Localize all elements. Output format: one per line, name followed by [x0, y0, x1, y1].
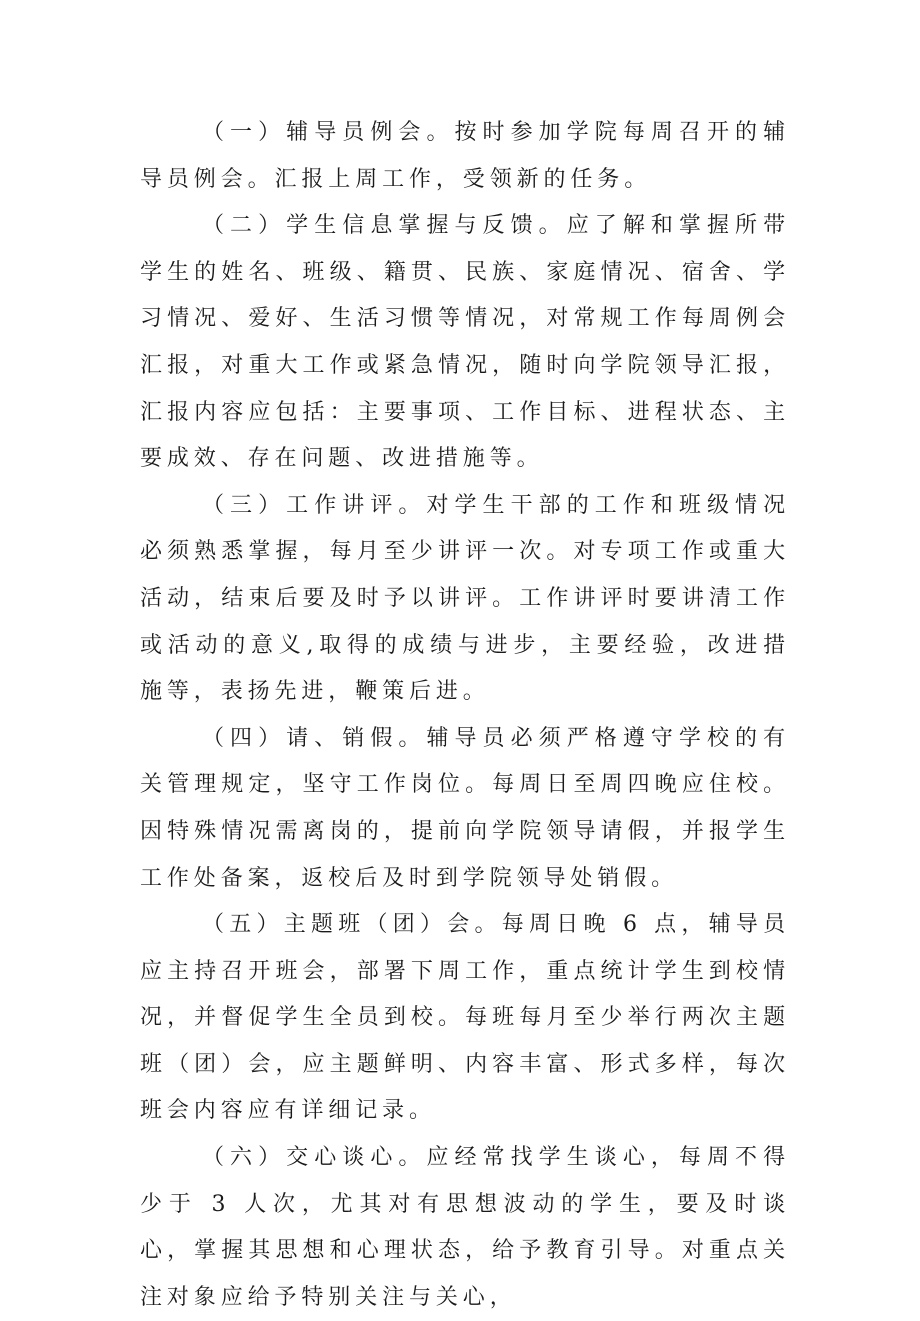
paragraph-leave-request: （四）请、销假。辅导员必须严格遵守学校的有关管理规定，坚守工作岗位。每周日至周四晚应住校。因特殊情况需离岗的，提前向学院领导请假，并报学生工作处备案，返校后及时到学院领导处销假。: [140, 725, 790, 891]
paragraph-heart-to-heart-talks: （六）交心谈心。应经常找学生谈心，每周不得少于 3 人次，尤其对有思想波动的学生，要及时谈心，掌握其思想和心理状态，给予教育引导。对重点关注对象应给予特别关注与关心，: [140, 1145, 790, 1310]
document-body: [140, 110, 790, 1321]
paragraph-staff-meeting: （一）辅导员例会。按时参加学院每周召开的辅导员例会。汇报上周工作，受领新的任务。: [140, 120, 790, 192]
paragraph-work-review: （三）工作讲评。对学生干部的工作和班级情况必须熟悉掌握，每月至少讲评一次。对专项工作或重大活动，结束后要及时予以讲评。工作讲评时要讲清工作或活动的意义,取得的成绩与进步，主要经验，改进措施等，表扬先进，鞭策后进。: [140, 492, 790, 705]
paragraph-theme-class-meeting: （五）主题班（团）会。每周日晚 6 点，辅导员应主持召开班会，部署下周工作，重点统计学生到校情况，并督促学生全员到校。每班每月至少举行两次主题班（团）会，应主题鲜明、内容丰富、形式多样，每次班会内容应有详细记录。: [140, 912, 790, 1124]
paragraph-student-information: （二）学生信息掌握与反馈。应了解和掌握所带学生的姓名、班级、籍贯、民族、家庭情况、宿舍、学习情况、爱好、生活习惯等情况，对常规工作每周例会汇报，对重大工作或紧急情况，随时向学院领导汇报，汇报内容应包括：主要事项、工作目标、进程状态、主要成效、存在问题、改进措施等。: [140, 213, 790, 472]
